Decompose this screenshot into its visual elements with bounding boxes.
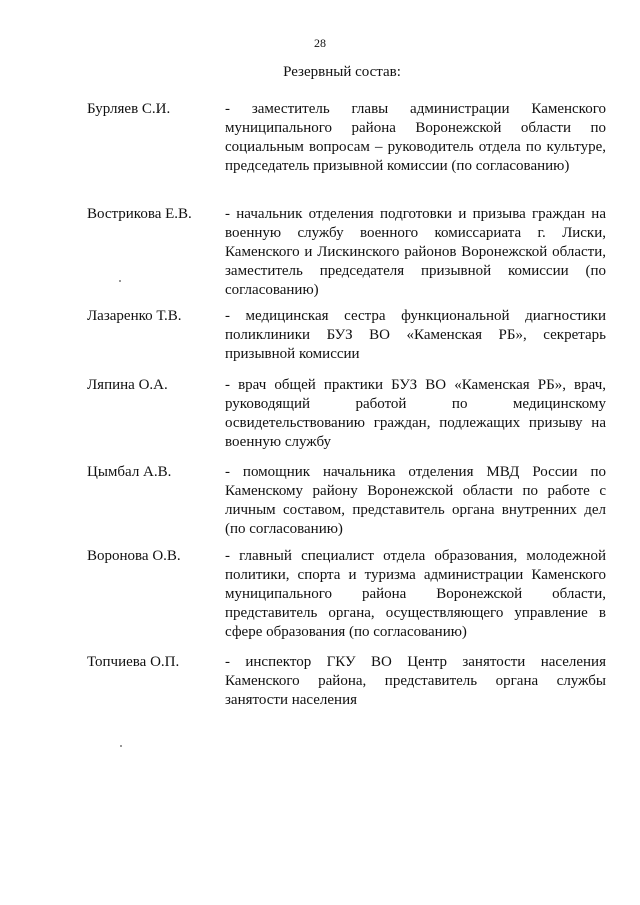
member-description: - помощник начальника отделения МВД России по Каменскому району Воронежской области по работе с личным составом, представитель органа внутренних дел (по согласованию) xyxy=(225,464,606,537)
member-name: Воронова О.В. xyxy=(87,548,181,564)
member-description: - врач общей практики БУЗ ВО «Каменская РБ», врач, руководящий работой по медицинскому освидетельствованию граждан, подлежащих призыву на военную службу xyxy=(225,377,606,450)
member-name: Лазаренко Т.В. xyxy=(87,308,182,324)
member-description: - главный специалист отдела образования, молодежной политики, спорта и туризма администрации Каменского муниципального района Воронежской области, представитель органа, осуществляющего управление в сфере образования (по согласованию) xyxy=(225,548,606,640)
member-description: - медицинская сестра функциональной диагностики поликлиники БУЗ ВО «Каменская РБ», секретарь призывной комиссии xyxy=(225,308,606,362)
member-description: - начальник отделения подготовки и призыва граждан на военную службу военного комиссариата г. Лиски, Каменского и Лискинского районов Воронежской области, заместитель председателя призывной комиссии (по согласованию) xyxy=(225,206,606,298)
member-name: Ляпина О.А. xyxy=(87,377,168,393)
scan-artifact xyxy=(119,280,121,282)
section-heading: Резервный состав: xyxy=(283,64,401,80)
scan-artifact xyxy=(120,745,122,747)
page-number: 28 xyxy=(314,36,326,50)
member-name: Цымбал А.В. xyxy=(87,464,172,480)
member-name: Топчиева О.П. xyxy=(87,654,180,670)
member-name: Вострикова Е.В. xyxy=(87,206,192,222)
member-description: - заместитель главы администрации Каменского муниципального района Воронежской области по социальным вопросам – руководитель отдела по культуре, председатель призывной комиссии (по согласованию) xyxy=(225,101,606,174)
member-name: Бурляев С.И. xyxy=(87,101,171,117)
member-description: - инспектор ГКУ ВО Центр занятости населения Каменского района, представитель органа службы занятости населения xyxy=(225,654,606,708)
